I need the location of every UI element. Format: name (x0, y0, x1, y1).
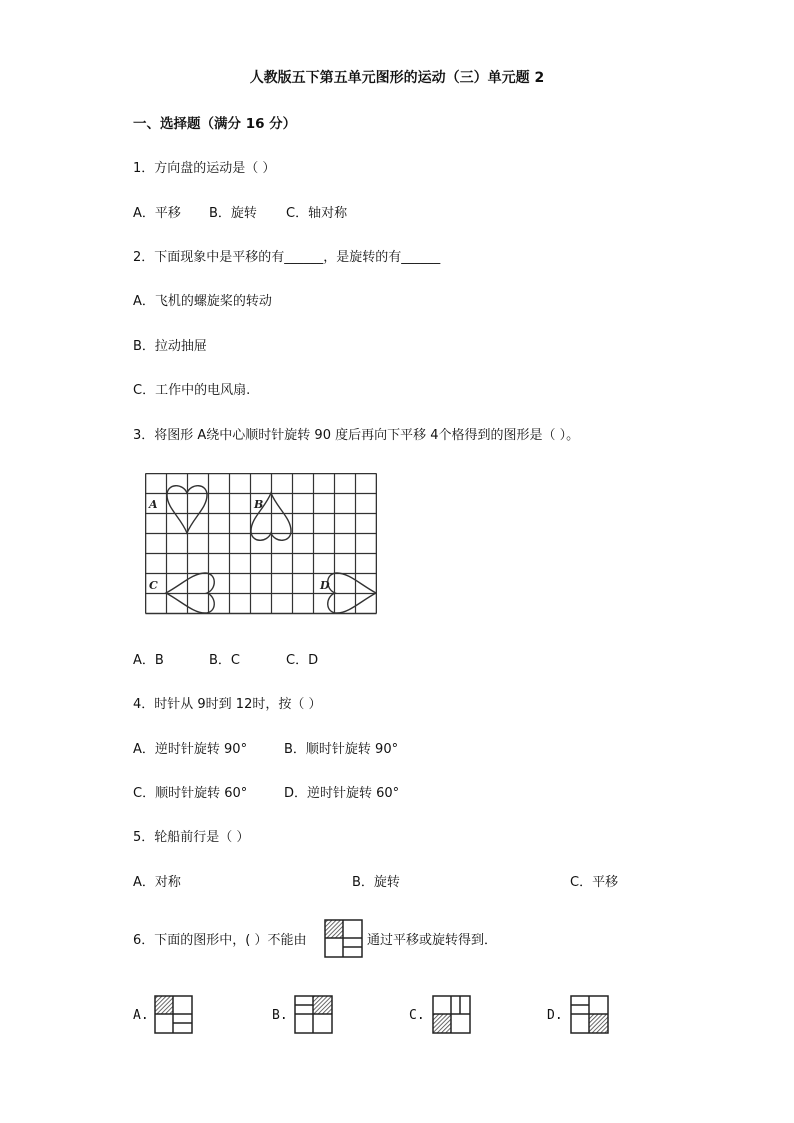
question-2-option-b: B．拉动抽屉 (133, 339, 207, 354)
grid-lines (146, 474, 377, 614)
question-6-option-a-figure (154, 995, 193, 1038)
question-4-option-b: B．顺时针旋转 90° (284, 742, 399, 757)
question-2-option-a: A．飞机的螺旋桨的转动 (133, 294, 272, 309)
label-a: A (149, 498, 158, 511)
page-title: 人教版五下第五单元图形的运动（三）单元题 2 (249, 70, 545, 86)
question-6-option-a-label: A. (133, 1008, 149, 1023)
question-3-option-c: C．D (286, 653, 319, 668)
question-5-stem: 5．轮船前行是（ ） (133, 830, 250, 845)
question-6-option-d-label: D. (547, 1008, 563, 1023)
question-6-option-b-figure (294, 995, 333, 1038)
label-d: D (320, 579, 330, 592)
section-heading: 一、选择题（满分 16 分） (133, 116, 297, 132)
question-5-option-a: A．对称 (133, 875, 181, 890)
heart-grid-figure (145, 473, 377, 619)
question-5-option-c: C．平移 (570, 875, 619, 890)
reference-figure (324, 919, 363, 962)
question-4-stem: 4．时针从 9时到 12时，按（ ） (133, 697, 322, 712)
question-1-option-c: C．轴对称 (286, 206, 348, 221)
question-6-option-c-label: C. (409, 1008, 425, 1023)
question-6-stem-before: 6．下面的图形中，( ）不能由 (133, 933, 307, 948)
question-1-stem: 1．方向盘的运动是（ ） (133, 161, 276, 176)
question-3-option-b: B．C (209, 653, 240, 668)
question-6-option-c-figure (432, 995, 471, 1038)
reference-figure-svg (324, 919, 363, 958)
question-5-option-b: B．旋转 (352, 875, 400, 890)
question-2-stem: 2．下面现象中是平移的有______，是旋转的有______ (133, 250, 441, 265)
question-6-stem-after: 通过平移或旋转得到． (367, 933, 498, 948)
question-4-option-a: A．逆时针旋转 90° (133, 742, 248, 757)
question-2-option-c: C．工作中的电风扇. (133, 383, 251, 398)
question-4-option-c: C．顺时针旋转 60° (133, 786, 248, 801)
question-6-option-b-label: B. (272, 1008, 288, 1023)
label-b: B (254, 498, 264, 511)
question-4-option-d: D．逆时针旋转 60° (284, 786, 400, 801)
grid-svg (145, 473, 377, 615)
question-3-option-a: A．B (133, 653, 164, 668)
label-c: C (149, 579, 158, 592)
question-6-option-d-figure (570, 995, 609, 1038)
question-1-option-b: B．旋转 (209, 206, 257, 221)
question-3-stem: 3．将图形 A绕中心顺时针旋转 90 度后再向下平移 4个格得到的图形是（ ）。 (133, 428, 580, 443)
question-1-option-a: A．平移 (133, 206, 181, 221)
